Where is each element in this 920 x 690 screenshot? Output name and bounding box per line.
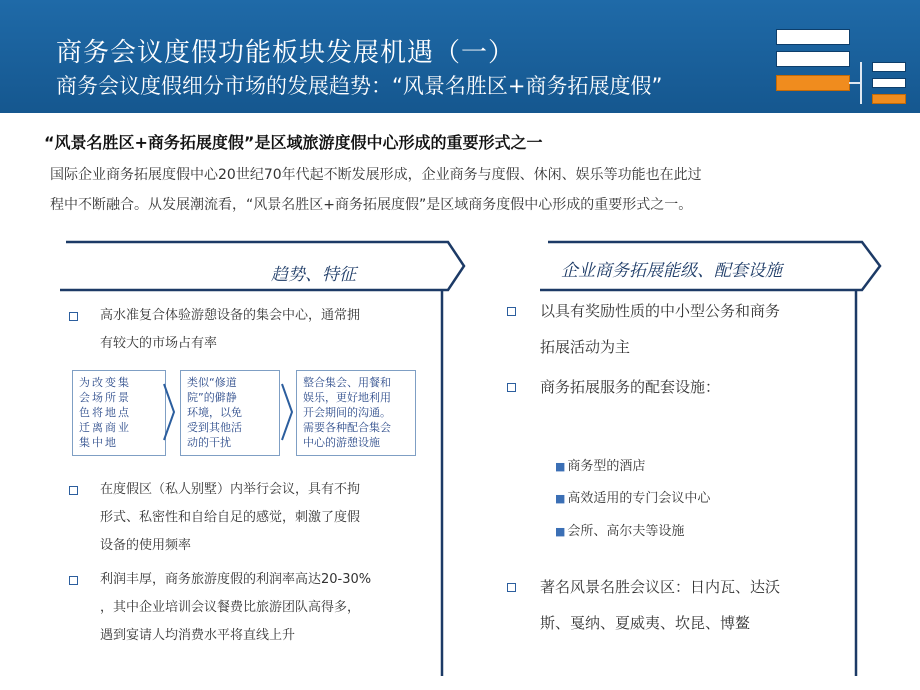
left-bullet-1 <box>100 302 360 358</box>
bullet-square-icon <box>69 312 78 321</box>
flow-line: 动的干扰 <box>187 436 231 449</box>
bullet-dot-icon: ■ <box>555 492 566 505</box>
logo-bar-2 <box>776 51 850 67</box>
flow-line: 娱乐，更好地利用 <box>303 391 391 404</box>
right-bullet-1-line: 以具有奖励性质的中小型公务和商务 <box>540 302 781 320</box>
flow-box-1 <box>72 370 166 456</box>
flow-line: 类似“修道 <box>187 376 237 389</box>
logo-bar-small-1 <box>872 62 906 72</box>
sub-item-label: 商务型的酒店 <box>567 459 646 474</box>
logo-bar-small-3 <box>872 94 906 104</box>
chevron-right-icon <box>280 382 294 442</box>
sub-item-club <box>555 520 684 539</box>
left-bullet-2 <box>100 476 360 560</box>
flow-line: 环境，以免 <box>187 406 242 419</box>
section-heading: “风景名胜区+商务拓展度假”是区域旅游度假中心形成的重要形式之一 <box>44 133 543 152</box>
bullet-square-icon <box>507 583 516 592</box>
flow-line: 为改变集 <box>79 376 131 389</box>
right-panel-title: 企业商务拓展能级、配套设施 <box>561 261 782 281</box>
flow-box-3 <box>296 370 416 456</box>
left-panel-title: 趋势、特征 <box>271 265 356 285</box>
left-bullet-2-line: 形式、私密性和自给自足的感觉，刺激了度假 <box>100 510 361 525</box>
right-bullet-1-line: 拓展活动为主 <box>540 338 631 356</box>
intro-line: 程中不断融合。从发展潮流看，“风景名胜区+商务拓展度假”是区域商务度假中心形成的重要形式之一。 <box>50 197 693 213</box>
right-bullet-2 <box>540 369 720 405</box>
flow-line: 中心的游憩设施 <box>303 436 380 449</box>
flow-line: 院”的僻静 <box>187 391 237 404</box>
flow-line: 会场所景 <box>79 391 131 404</box>
bullet-square-icon <box>69 576 78 585</box>
logo-bar-1 <box>776 29 850 45</box>
flow-line: 受到其他活 <box>187 421 242 434</box>
left-bullet-3-line: 遇到宴请人均消费水平将直线上升 <box>100 628 296 643</box>
flow-line: 需要各种配合集会 <box>303 421 391 434</box>
left-bullet-2-line: 在度假区（私人别墅）内举行会议，具有不拘 <box>100 482 361 497</box>
bullet-dot-icon: ■ <box>555 525 566 538</box>
left-bullet-1-line: 高水准复合体验游憩设备的集会中心，通常拥 <box>100 308 361 323</box>
flow-line: 整合集会、用餐和 <box>303 376 391 389</box>
bullet-square-icon <box>507 307 516 316</box>
intro-paragraph <box>50 160 880 220</box>
flow-line: 集中地 <box>79 436 118 449</box>
bullet-square-icon <box>507 383 516 392</box>
sub-item-hotel <box>555 455 645 474</box>
left-bullet-1-line: 有较大的市场占有率 <box>100 336 218 351</box>
bullet-square-icon <box>69 486 78 495</box>
sub-item-label: 会所、高尔夫等设施 <box>567 524 685 539</box>
logo-connector-vert <box>860 62 862 104</box>
flow-line: 开会期间的沟通。 <box>303 406 391 419</box>
page-subtitle: 商务会议度假细分市场的发展趋势：“风景名胜区+商务拓展度假” <box>56 74 663 98</box>
left-bullet-3 <box>100 566 371 650</box>
left-bullet-3-line: 利润丰厚，商务旅游度假的利润率高达20-30% <box>100 572 372 587</box>
page-title: 商务会议度假功能板块发展机遇（一） <box>56 38 516 68</box>
right-bullet-3-line: 著名风景名胜会议区：日内瓦、达沃 <box>540 578 781 596</box>
logo-bar-small-2 <box>872 78 906 88</box>
bullet-dot-icon: ■ <box>555 460 566 473</box>
sub-item-conference <box>555 487 710 506</box>
right-bullet-1 <box>540 293 780 365</box>
intro-line: 国际企业商务拓展度假中心20世纪70年代起不断发展形成，企业商务与度假、休闲、娱乐等功能也在此过 <box>50 167 702 183</box>
chevron-right-icon <box>162 382 176 442</box>
sub-item-label: 高效适用的专门会议中心 <box>567 491 711 506</box>
flow-line: 迁离商业 <box>79 421 131 434</box>
flow-line: 色将地点 <box>79 406 131 419</box>
flow-box-2 <box>180 370 280 456</box>
logo-bar-3 <box>776 75 850 91</box>
left-bullet-3-line: ，其中企业培训会议餐费比旅游团队高得多， <box>100 600 361 615</box>
left-bullet-2-line: 设备的使用频率 <box>100 538 192 553</box>
right-bullet-3-line: 斯、戛纳、夏威夷、坎昆、博鳌 <box>540 614 751 632</box>
right-bullet-3 <box>540 569 780 641</box>
header-banner <box>0 0 920 113</box>
right-bullet-2-line: 商务拓展服务的配套设施： <box>540 378 721 396</box>
